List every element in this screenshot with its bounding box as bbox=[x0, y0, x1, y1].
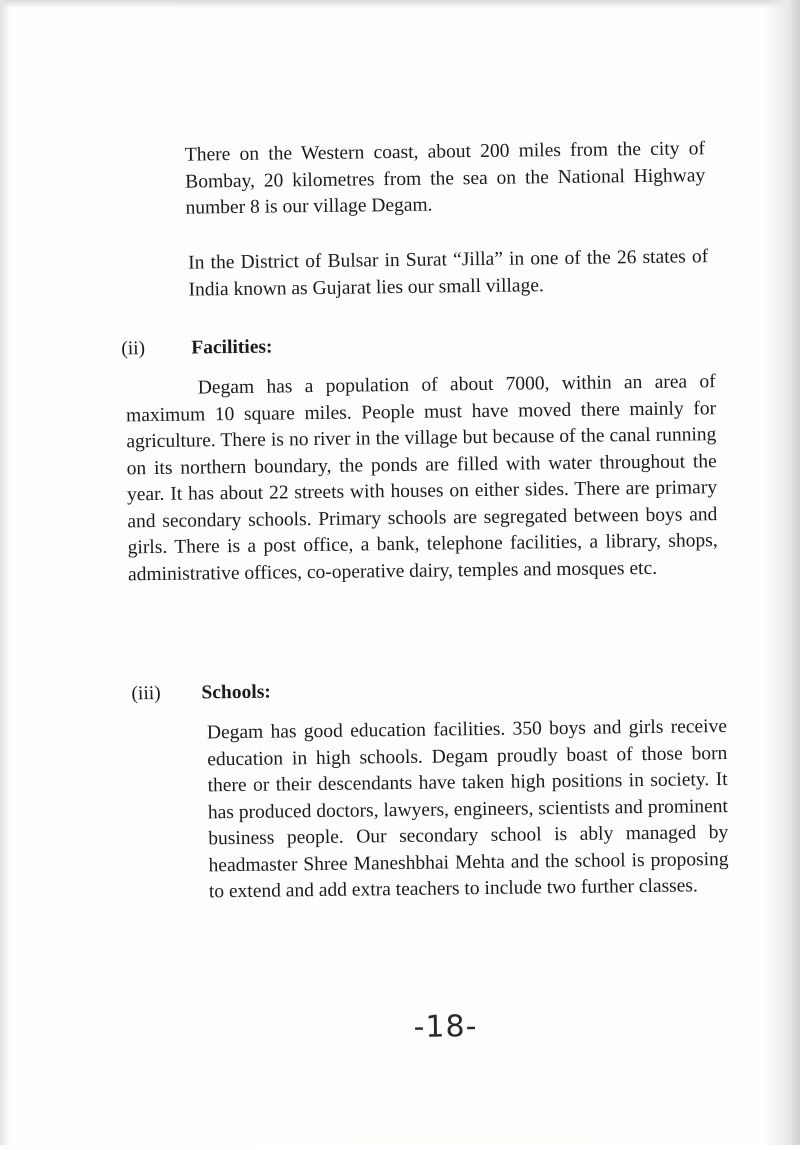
section-title: Schools: bbox=[201, 681, 271, 704]
paragraph-district: In the District of Bulsar in Surat “Jilla” in one of the 26 states of India known as Gujarat lies our small village. bbox=[188, 246, 709, 301]
scan-shadow-top bbox=[0, 0, 800, 8]
section-title: Facilities: bbox=[191, 336, 273, 359]
section-heading-schools bbox=[131, 680, 271, 708]
page-number: -18- bbox=[413, 1009, 478, 1045]
section-number: (iii) bbox=[131, 682, 161, 705]
scan-shadow-left bbox=[0, 0, 10, 1145]
section-number: (ii) bbox=[121, 338, 146, 360]
paragraph-western-coast: There on the Western coast, about 200 miles from the city of Bombay, 20 kilometres from the sea on the National Highway number 8 is our village Degam. bbox=[184, 138, 706, 219]
section-heading-facilities bbox=[121, 335, 273, 363]
scan-shadow-right bbox=[764, 0, 800, 1145]
paragraph-schools: Degam has good education facilities. 350 boys and girls receive education in high schools. Degam proudly boast of those born there or their descendants have taken high positions in society. It has produced doctors, lawyers, engineers, scientists and prominent business people. Our secondary school is ably managed by headmaster Shree Maneshbhai Mehta and the school is proposing to extend and add extra teachers to include two further classes. bbox=[206, 716, 729, 903]
paragraph-facilities: Degam has a population of about 7000, within an area of maximum 10 square miles. People must have moved there mainly for agriculture. There is no river in the village but because of the canal running on its northern boundary, the ponds are filled with water throughout the year. It has about 22 streets with houses on either sides. There are primary and secondary schools. Primary schools are segregated between boys and girls. There is a post office, a bank, telephone facilities, a library, shops, administrative offices, co-operative dairy, temples and mosques etc. bbox=[125, 371, 718, 585]
